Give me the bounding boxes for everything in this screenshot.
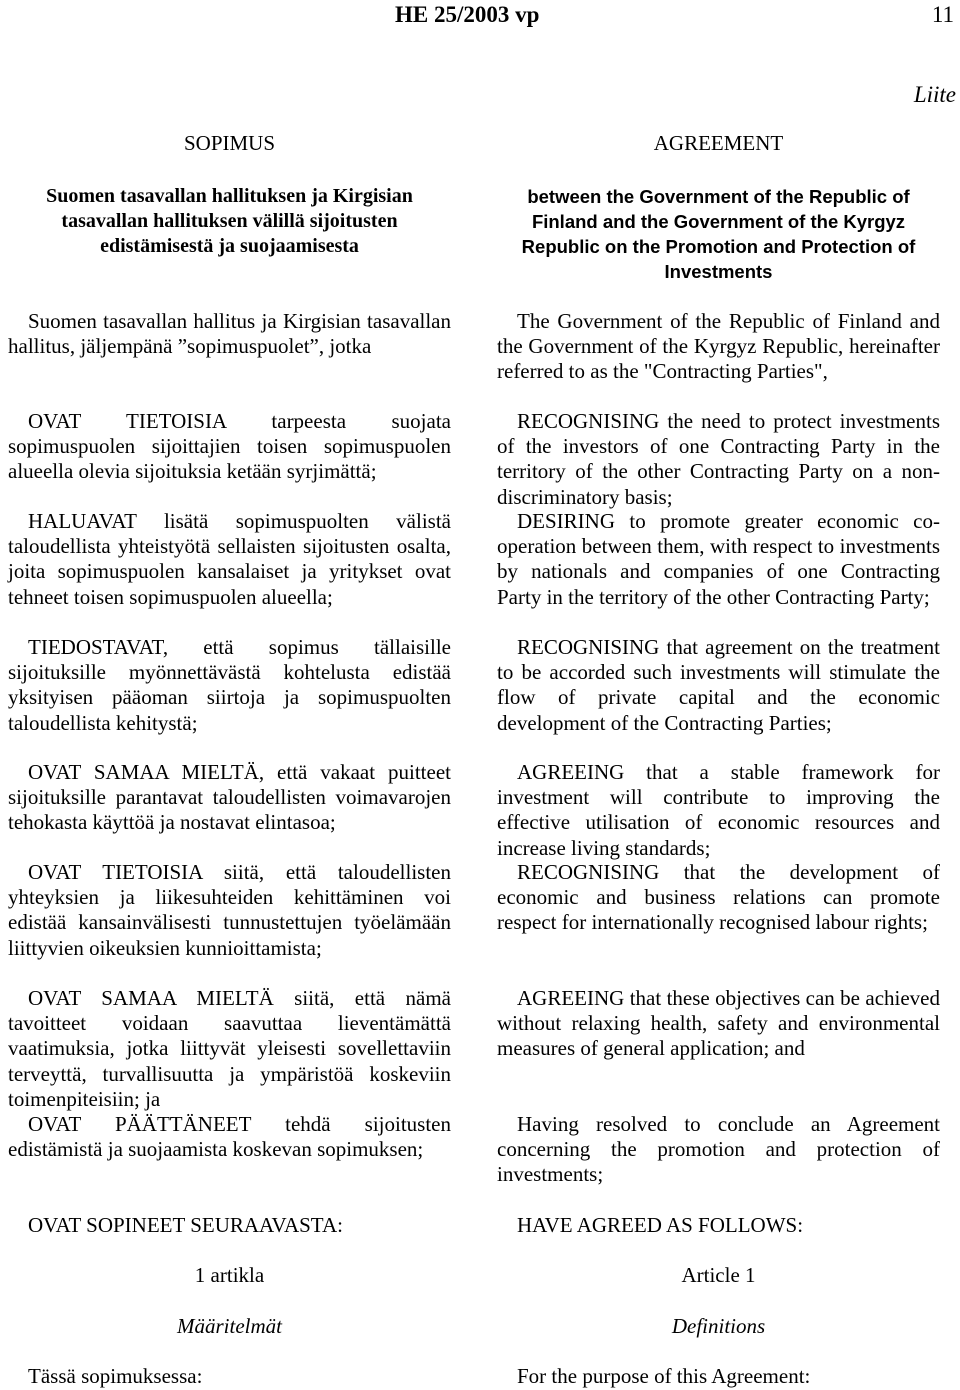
document-id: HE 25/2003 vp [395,2,540,27]
en-recital-7: Having resolved to conclude an Agreement concerning the promotion and protection of investments; [497,1112,940,1187]
fi-parties-paragraph: Suomen tasavallan hallitus ja Kirgisian tasavallan hallitus, jäljempänä ”sopimuspuolet”, jotka [8,309,451,359]
fi-recital-1: OVAT TIETOISIA tarpeesta suojata sopimuspuolen sijoittajien toisen sopimuspuolen alueella olevia sijoituksia ketään syrjimättä; [8,409,451,484]
annex-label: Liite [913,82,956,107]
fi-recital-7: OVAT PÄÄTTÄNEET tehdä sijoitusten edistämistä ja suojaamista koskevan sopimuksen; [8,1112,451,1162]
page-number: 11 [931,2,954,27]
en-parties-paragraph: The Government of the Republic of Finland and the Government of the Kyrgyz Republic, hereinafter referred to as the "Contracting Parties", [497,309,940,384]
en-recital-6: AGREEING that these objectives can be achieved without relaxing health, safety and environmental measures of general application; and [497,986,940,1061]
en-recital-2: DESIRING to promote greater economic co-operation between them, with respect to investments by nationals and companies of one Contracting Party in the territory of the other Contracting Party; [497,509,940,609]
en-recital-5: RECOGNISING that the development of economic and business relations can promote respect for internationally recognised labour rights; [497,860,940,935]
fi-recital-2: HALUAVAT lisätä sopimuspuolten välistä taloudellista yhteistyötä sellaisten sijoitusten osalta, joita sopimuspuolen kansalaiset ja yritykset ovat tehneet toisen sopimuspuolen alueella; [8,509,451,609]
fi-agreed-line: OVAT SOPINEET SEURAAVASTA: [28,1213,343,1237]
en-article-title: Definitions [671,1314,766,1338]
fi-article-number: 1 artikla [194,1263,265,1287]
en-heading: AGREEMENT [653,131,784,155]
en-article-number: Article 1 [681,1263,756,1287]
fi-recital-5: OVAT TIETOISIA siitä, että taloudellisten yhteyksien ja liikesuhteiden kehittäminen voi edistää kansainvälisesti tunnustettujen työelämään liittyvien oikeuksien kunnioittamista; [8,860,451,960]
fi-heading: SOPIMUS [183,131,276,155]
fi-recital-4: OVAT SAMAA MIELTÄ, että vakaat puitteet sijoituksille parantavat taloudellisten voimavarojen tehokasta käyttöä ja nostavat elintasoa; [8,760,451,835]
en-recital-4: AGREEING that a stable framework for investment will contribute to improving the effective utilisation of economic resources and increase living standards; [497,760,940,860]
fi-intro-line: Tässä sopimuksessa: [28,1364,203,1388]
en-title: between the Government of the Republic of Finland and the Government of the Kyrgyz Republic on the Promotion and Protection of Investments [521,186,916,282]
fi-recital-3: TIEDOSTAVAT, että sopimus tällaisille sijoituksille myönnettävästä kohtelusta edistää yksityisen pääoman siirtoja ja sopimuspuolten taloudellista kehitystä; [8,635,451,735]
en-recital-3: RECOGNISING that agreement on the treatment to be accorded such investments will stimulate the flow of private capital and the economic development of the Contracting Parties; [497,635,940,735]
en-recital-1: RECOGNISING the need to protect investments of the investors of one Contracting Party in the territory of the other Contracting Party on a non-discriminatory basis; [497,409,940,509]
fi-title: Suomen tasavallan hallituksen ja Kirgisian tasavallan hallituksen välillä sijoitusten edistämisestä ja suojaamisesta [46,185,413,257]
en-intro-line: For the purpose of this Agreement: [517,1364,811,1388]
page-header [0,0,960,32]
fi-recital-6: OVAT SAMAA MIELTÄ siitä, että nämä tavoitteet voidaan saavuttaa lieventämättä vaatimuksia, jotka liittyvät yleisesti sovellettaviin terveyttä, turvallisuutta ja ympäristöä koskeviin toimenpiteisiin; ja [8,986,451,1111]
fi-article-title: Määritelmät [177,1314,282,1338]
en-agreed-line: HAVE AGREED AS FOLLOWS: [517,1213,804,1237]
